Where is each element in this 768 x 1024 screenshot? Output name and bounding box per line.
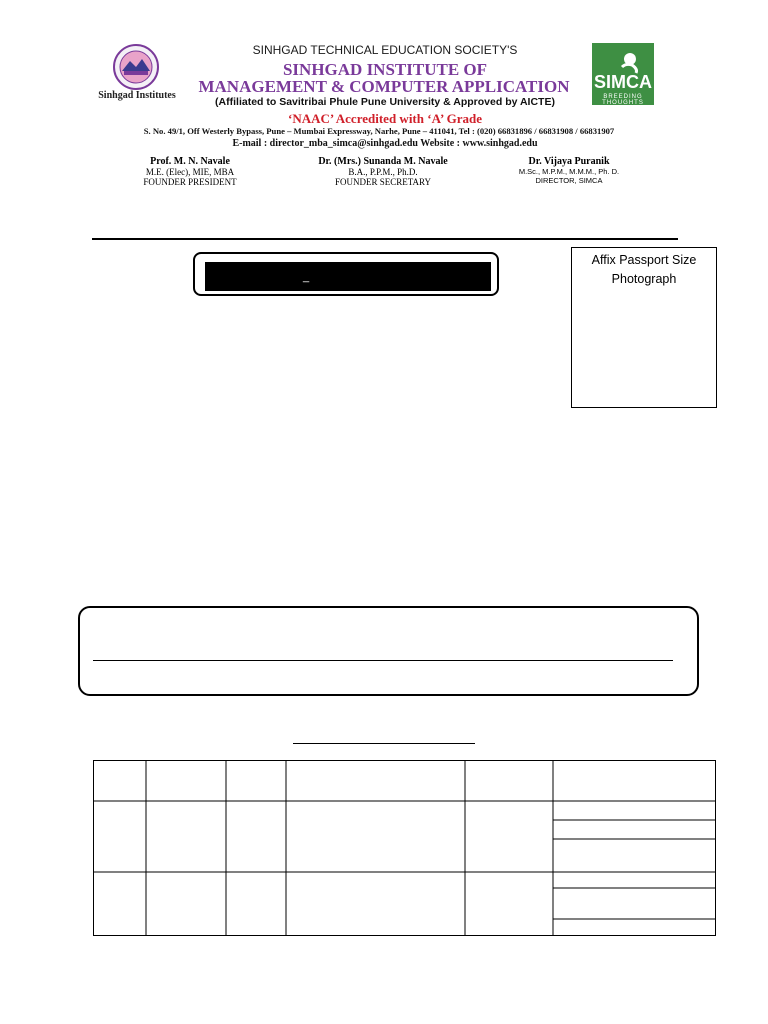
simca-logo-text: SIMCA: [594, 72, 652, 92]
simca-logo-tagline: BREEDING THOUGHTS: [602, 94, 644, 106]
person-role: FOUNDER SECRETARY: [334, 177, 432, 187]
person-degrees: M.Sc., M.P.M., M.M.M., Ph. D.: [518, 167, 620, 176]
note-box: [78, 606, 699, 696]
blank-fill-line[interactable]: [93, 660, 673, 661]
passport-photo-box[interactable]: [571, 247, 717, 408]
photo-instruction-line1: Affix Passport Size: [591, 253, 697, 267]
form-title-text: _: [303, 271, 310, 283]
person-role: FOUNDER PRESIDENT: [143, 177, 237, 187]
form-title-bar: [205, 262, 491, 291]
table-border: [94, 761, 716, 936]
person-role: DIRECTOR, SIMCA: [535, 176, 603, 185]
society-name: SINHGAD TECHNICAL EDUCATION SOCIETY'S: [252, 43, 518, 57]
address: S. No. 49/1, Off Westerly Bypass, Pune – Mumbai Expressway, Narhe, Pune – 411041, Tel : (020) 66831896 / 66831908 / 66831907: [143, 126, 615, 136]
details-table: [93, 760, 716, 936]
person-name: Dr. (Mrs.) Sunanda M. Navale: [318, 156, 448, 167]
accreditation: ‘NAAC’ Accredited with ‘A’ Grade: [288, 111, 482, 126]
contact-line: E-mail : director_mba_simca@sinhgad.edu Website : www.sinhgad.edu: [232, 138, 538, 149]
affiliation: (Affiliated to Savitribai Phule Pune University & Approved by AICTE): [215, 96, 555, 108]
institute-name-line2: MANAGEMENT & COMPUTER APPLICATION: [198, 77, 570, 96]
founder-secretary: [298, 156, 468, 187]
founder-president: [105, 156, 275, 187]
institute-name-line1: SINHGAD INSTITUTE OF: [282, 60, 488, 79]
logo-caption: Sinhgad Institutes: [98, 90, 176, 101]
person-name: Prof. M. N. Navale: [150, 156, 230, 167]
header-divider: [92, 238, 678, 240]
person-degrees: B.A., P.P.M., Ph.D.: [348, 167, 418, 177]
photo-instruction-line2: Photograph: [611, 272, 677, 286]
director: [484, 156, 654, 185]
person-name: Dr. Vijaya Puranik: [528, 156, 610, 167]
person-degrees: M.E. (Elec), MIE, MBA: [145, 167, 235, 177]
section-heading-underline: [293, 743, 475, 744]
